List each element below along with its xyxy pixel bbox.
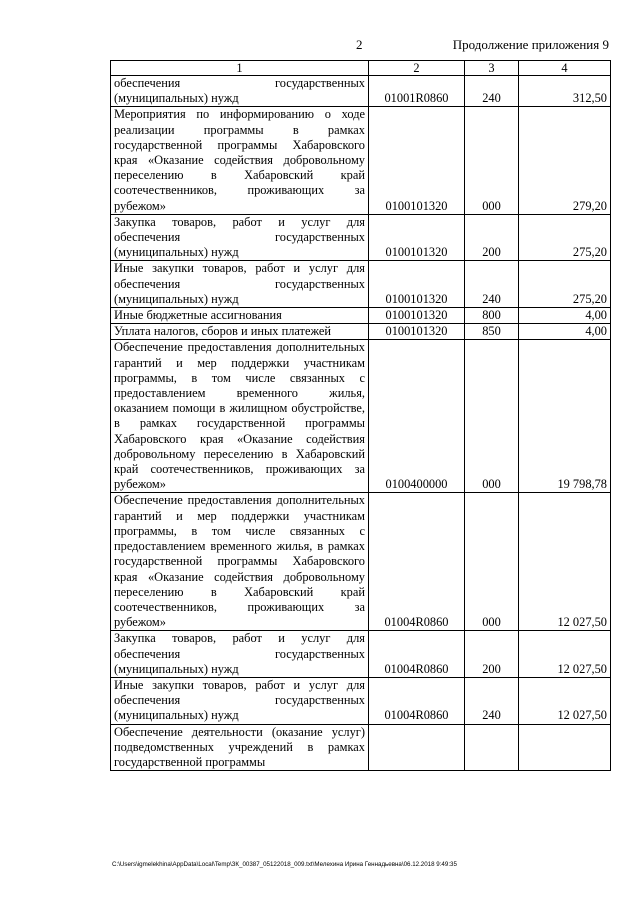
row-code: 01004R0860	[369, 493, 465, 631]
continuation-label: Продолжение приложения 9	[452, 37, 609, 52]
row-type: 000	[465, 340, 519, 493]
row-type: 240	[465, 677, 519, 724]
table-row	[111, 107, 611, 214]
table-row	[111, 261, 611, 308]
row-amount: 312,50	[519, 76, 611, 107]
row-type: 240	[465, 261, 519, 308]
row-type: 000	[465, 107, 519, 214]
header-row	[111, 61, 611, 76]
column-header: 4	[519, 61, 611, 76]
column-header: 2	[369, 61, 465, 76]
row-type: 800	[465, 308, 519, 324]
row-code: 0100101320	[369, 261, 465, 308]
table-row	[111, 340, 611, 493]
row-amount: 19 798,78	[519, 340, 611, 493]
column-header: 3	[465, 61, 519, 76]
row-type: 200	[465, 214, 519, 261]
table-row	[111, 308, 611, 324]
row-amount: 4,00	[519, 308, 611, 324]
row-description: Иные бюджетные ассигнования	[111, 308, 369, 324]
footer-file-path: C:\Users\igmelekhina\AppData\Local\Temp\ЗК_00387_05122018_009.txt\Мелехина Ирина Геннадьевна\06.12.2018 9:49:35	[112, 861, 457, 868]
row-amount: 275,20	[519, 214, 611, 261]
row-description: Закупка товаров, работ и услуг для обеспечения государственных (муниципальных) нужд	[111, 214, 369, 261]
row-code: 0100101320	[369, 214, 465, 261]
row-code: 01004R0860	[369, 631, 465, 678]
appendix-table	[110, 60, 611, 771]
row-code: 0100101320	[369, 107, 465, 214]
row-description: Уплата налогов, сборов и иных платежей	[111, 324, 369, 340]
row-description: Обеспечение деятельности (оказание услуг) подведомственных учреждений в рамках государственной программы	[111, 724, 369, 771]
row-code	[369, 724, 465, 771]
row-type	[465, 724, 519, 771]
row-type: 000	[465, 493, 519, 631]
page-number: 2	[356, 37, 363, 52]
column-header: 1	[111, 61, 369, 76]
row-code: 01001R0860	[369, 76, 465, 107]
row-type: 240	[465, 76, 519, 107]
row-code: 0100101320	[369, 324, 465, 340]
table-row	[111, 677, 611, 724]
row-code: 0100101320	[369, 308, 465, 324]
row-type: 850	[465, 324, 519, 340]
row-type: 200	[465, 631, 519, 678]
row-description: Иные закупки товаров, работ и услуг для обеспечения государственных (муниципальных) нужд	[111, 261, 369, 308]
table-row	[111, 214, 611, 261]
row-description: Мероприятия по информированию о ходе реализации программы в рамках государственной программы Хабаровского края «Оказание содействия добровольному переселению в Хабаровский край соотечественников, проживающих за рубежом»	[111, 107, 369, 214]
row-description: Иные закупки товаров, работ и услуг для обеспечения государственных (муниципальных) нужд	[111, 677, 369, 724]
row-code: 01004R0860	[369, 677, 465, 724]
row-amount: 12 027,50	[519, 677, 611, 724]
row-amount: 4,00	[519, 324, 611, 340]
row-amount: 12 027,50	[519, 493, 611, 631]
row-description: обеспечения государственных (муниципальных) нужд	[111, 76, 369, 107]
row-description: Обеспечение предоставления дополнительных гарантий и мер поддержки участникам программы, в том числе связанных с предоставлением временного жилья, в рамках государственной программы Хабаровского края «Оказание содействия добровольному переселению в Хабаровский край соотечественников, проживающих за рубежом»	[111, 493, 369, 631]
row-description: Закупка товаров, работ и услуг для обеспечения государственных (муниципальных) нужд	[111, 631, 369, 678]
row-code: 0100400000	[369, 340, 465, 493]
row-amount: 275,20	[519, 261, 611, 308]
table-row	[111, 324, 611, 340]
row-amount: 12 027,50	[519, 631, 611, 678]
table-row	[111, 724, 611, 771]
row-amount	[519, 724, 611, 771]
table-row	[111, 631, 611, 678]
row-amount: 279,20	[519, 107, 611, 214]
table-row	[111, 76, 611, 107]
table-row	[111, 493, 611, 631]
row-description: Обеспечение предоставления дополнительных гарантий и мер поддержки участникам программы, в том числе связанных с предоставлением временного жилья, оказанием помощи в жилищном обустройстве, в рамках государственной программы Хабаровского края «Оказание содействия добровольному переселению в Хабаровский край соотечественников, проживающих за рубежом»	[111, 340, 369, 493]
